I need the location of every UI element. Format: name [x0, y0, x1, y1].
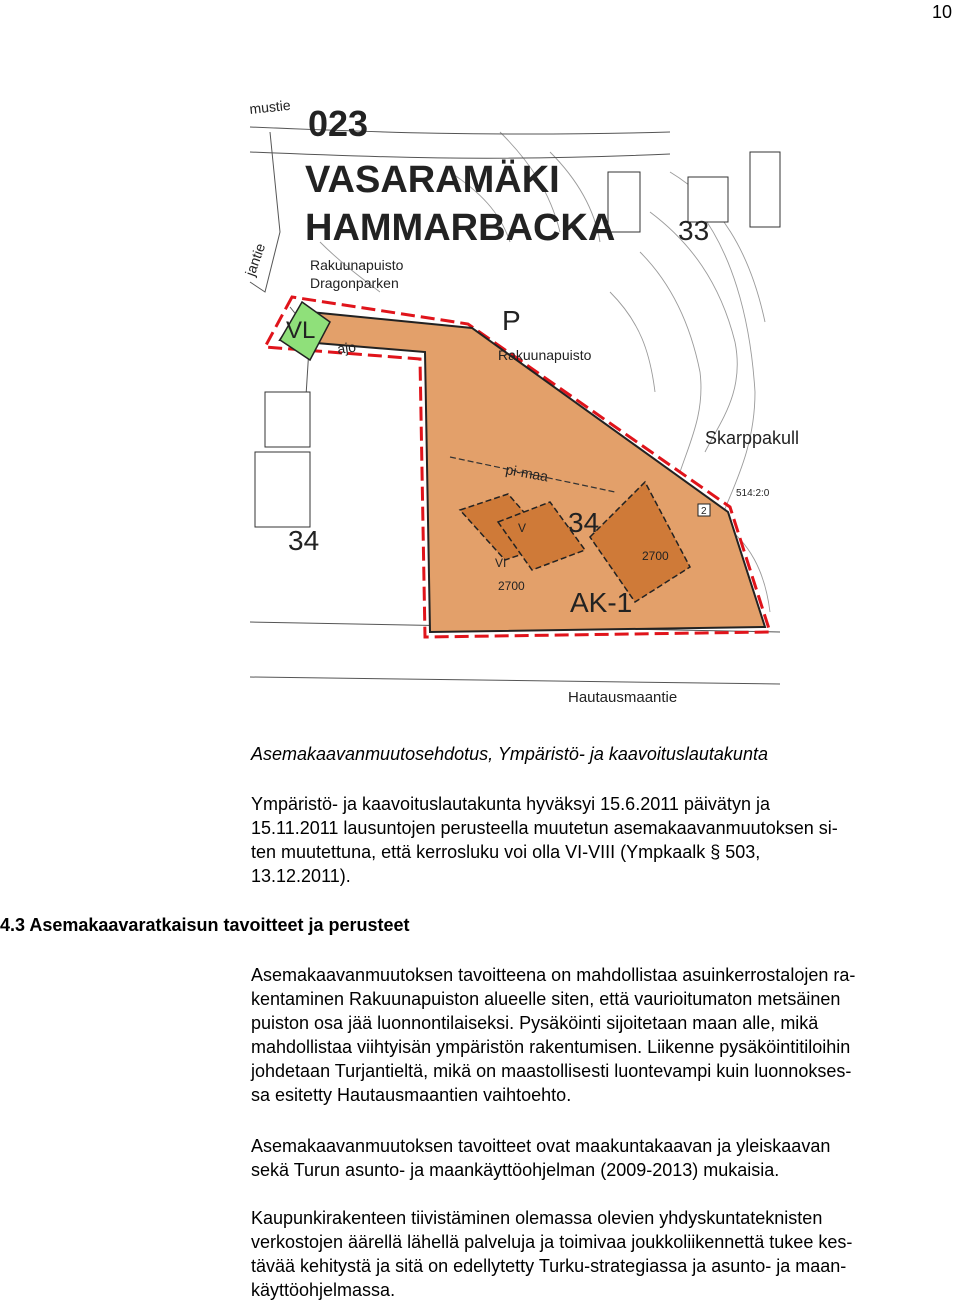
text-line: johdetaan Turjantieltä, mikä on maastollisesti luontevampi kuin luonnokses-: [251, 1061, 852, 1081]
text-line: verkostojen äärellä lähellä palveluja ja toimivaa joukkoliikennettä tukee kes-: [251, 1232, 853, 1252]
text-line: 15.11.2011 lausuntojen perusteella muutetun asemakaavanmuutoksen si-: [251, 818, 838, 838]
text-line: sekä Turun asunto- ja maankäyttöohjelman (2009-2013) mukaisia.: [251, 1160, 780, 1180]
text-line: kentaminen Rakuunapuiston alueelle siten, että vaurioitumaton metsäinen: [251, 989, 841, 1009]
text-line: 13.12.2011).: [251, 866, 351, 886]
ajo-label: ajo: [336, 338, 357, 357]
skarppakulla-label: Skarppakull: [705, 428, 800, 448]
densification-paragraph: [251, 1206, 951, 1302]
text-line: sa esitetty Hautausmaantien vaihtoehto.: [251, 1085, 572, 1105]
goals-paragraph: [251, 963, 951, 1107]
section-heading: 4.3 Asemakaavaratkaisun tavoitteet ja perusteet: [0, 915, 410, 935]
text-line: Ympäristö- ja kaavoituslautakunta hyväksyi 15.6.2011 päivätyn ja: [251, 794, 770, 814]
block-34-label: 34: [568, 507, 600, 538]
floors-v-label: V: [518, 521, 527, 535]
text-line: Asemakaavanmuutoksen tavoitteet ovat maakuntakaavan ja yleiskaavan: [251, 1136, 831, 1156]
street-hautausmaantie: Hautausmaantie: [568, 689, 678, 706]
ak1-zone-label: AK-1: [570, 587, 633, 618]
area-left-label: 2700: [498, 579, 525, 593]
zoning-plan-map: [241, 92, 800, 716]
vl-zone-label: VL: [286, 317, 316, 344]
figure-caption: Asemakaavanmuutosehdotus, Ympäristö- ja kaavoituslautakunta: [251, 744, 768, 764]
text-line: tävää kehitystä ja sitä on edellytetty Turku-strategiassa ja asunto- ja maan-: [251, 1256, 847, 1276]
district-name-sv: HAMMARBACKA: [305, 207, 616, 249]
reference-code-label: 514:2:0: [736, 488, 770, 499]
block-number: 023: [308, 103, 369, 144]
text-line: käyttöohjelmassa.: [251, 1280, 396, 1300]
text-line: puiston osa jää luonnontilaiseksi. Pysäköinti sijoitetaan maan alle, mikä: [251, 1013, 819, 1033]
text-line: ten muutettuna, että kerrosluku voi olla VI-VIII (Ympkaalk § 503,: [251, 842, 761, 862]
area-right-label: 2700: [642, 549, 669, 563]
street-mustie: mustie: [248, 96, 292, 117]
box-2-label: 2: [701, 506, 707, 517]
regional-plan-paragraph: [251, 1134, 951, 1182]
text-line: Asemakaavanmuutoksen tavoitteena on mahdollistaa asuinkerrostalojen ra-: [251, 965, 856, 985]
floors-vi-label: VI: [495, 556, 507, 570]
block-33-label: 33: [678, 215, 710, 246]
block-34-left-label: 34: [288, 525, 320, 556]
district-name-fi: VASARAMÄKI: [305, 159, 560, 201]
approval-paragraph: [251, 792, 951, 888]
park-name-fi: Rakuunapuisto: [310, 257, 404, 273]
park-name-sv: Dragonparken: [310, 275, 399, 291]
text-line: Kaupunkirakenteen tiivistäminen olemassa olevien yhdyskuntateknisten: [251, 1208, 823, 1228]
park-label: Rakuunapuisto: [498, 347, 592, 363]
pi-maa-label: pi-maa: [504, 461, 550, 485]
street-jantie: jantie: [241, 241, 269, 279]
page-number: 10: [931, 2, 952, 22]
p-zone-label: P: [502, 305, 521, 336]
text-line: mahdollistaa viihtyisän ympäristön rakentumisen. Liikenne pysäköintitiloihin: [251, 1037, 851, 1057]
